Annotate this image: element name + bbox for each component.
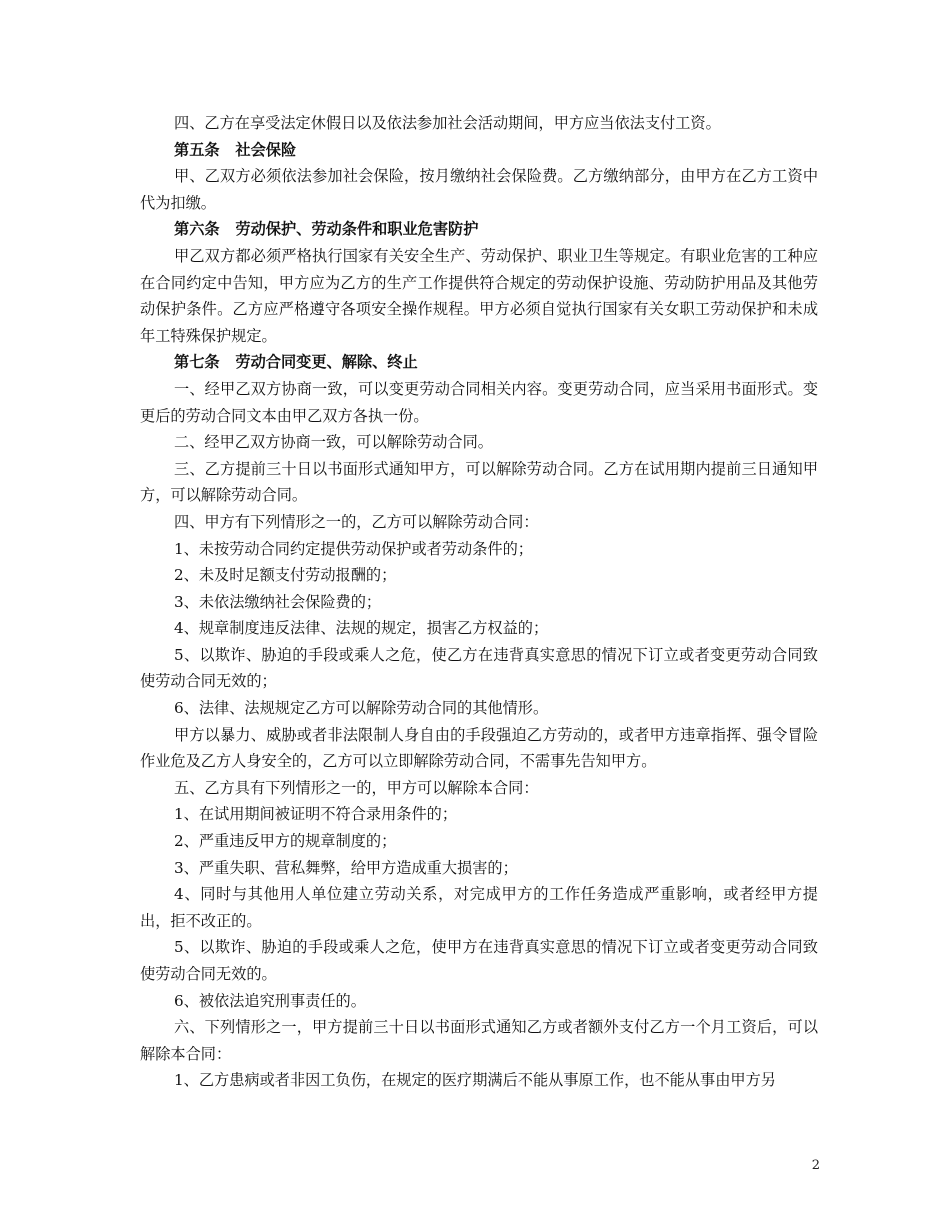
heading-article-6: 第六条 劳动保护、劳动条件和职业危害防护 xyxy=(174,220,479,239)
list-item: 5、以欺诈、胁迫的手段或乘人之危，使甲方在违背真实意思的情况下订立或者变更劳动合同致使劳动合同无效的。 xyxy=(140,938,818,983)
list-item: 6、被依法追究刑事责任的。 xyxy=(174,991,366,1010)
list-item: 4、同时与其他用人单位建立劳动关系，对完成甲方的工作任务造成严重影响，或者经甲方提出，拒不改正的。 xyxy=(140,885,818,930)
document-body xyxy=(140,110,818,1094)
list-item: 5、以欺诈、胁迫的手段或乘人之危，使乙方在违背真实意思的情况下订立或者变更劳动合同致使劳动合同无效的； xyxy=(140,645,818,691)
paragraph-notice-termination: 六、下列情形之一，甲方提前三十日以书面形式通知乙方或者额外支付乙方一个月工资后，可以解除本合同： xyxy=(140,1018,818,1063)
paragraph-contract-change: 一、经甲乙双方协商一致，可以变更劳动合同相关内容。变更劳动合同，应当采用书面形式。变更后的劳动合同文本由甲乙双方各执一份。 xyxy=(140,379,818,425)
page-number: 2 xyxy=(811,1158,820,1173)
list-item: 1、未按劳动合同约定提供劳动保护或者劳动条件的； xyxy=(174,539,533,558)
heading-article-7: 第七条 劳动合同变更、解除、终止 xyxy=(174,353,418,372)
list-item: 1、乙方患病或者非因工负伤，在规定的医疗期满后不能从事原工作，也不能从事由甲方另 xyxy=(174,1071,776,1090)
list-item: 2、未及时足额支付劳动报酬的； xyxy=(174,566,397,585)
paragraph-labor-protection: 甲乙双方都必须严格执行国家有关安全生产、劳动保护、职业卫生等规定。有职业危害的工种应在合同约定中告知，甲方应为乙方的生产工作提供符合规定的劳动保护设施、劳动防护用品及其他劳动保护条件。乙方应严格遵守各项安全操作规程。甲方必须自觉执行国家有关女职工劳动保护和未成年工特殊保护规定。 xyxy=(140,246,818,345)
paragraph-mutual-termination: 二、经甲乙双方协商一致，可以解除劳动合同。 xyxy=(174,433,493,452)
paragraph-employer-may-terminate: 五、乙方具有下列情形之一的，甲方可以解除本合同： xyxy=(174,778,539,797)
paragraph-employee-may-terminate: 四、甲方有下列情形之一的，乙方可以解除劳动合同： xyxy=(174,512,539,531)
list-item: 3、未依法缴纳社会保险费的； xyxy=(174,592,382,611)
list-item: 1、在试用期间被证明不符合录用条件的； xyxy=(174,805,458,824)
paragraph-immediate-termination: 甲方以暴力、威胁或者非法限制人身自由的手段强迫乙方劳动的，或者甲方违章指挥、强令冒险作业危及乙方人身安全的，乙方可以立即解除劳动合同，不需事先告知甲方。 xyxy=(140,725,818,771)
list-item: 3、严重失职、营私舞弊，给甲方造成重大损害的； xyxy=(174,858,518,877)
list-item: 4、规章制度违反法律、法规的规定，损害乙方权益的； xyxy=(174,619,549,638)
paragraph-employee-notice: 三、乙方提前三十日以书面形式通知甲方，可以解除劳动合同。乙方在试用期内提前三日通知甲方，可以解除劳动合同。 xyxy=(140,459,818,505)
list-item: 6、法律、法规规定乙方可以解除劳动合同的其他情形。 xyxy=(174,699,549,718)
list-item: 2、严重违反甲方的规章制度的； xyxy=(174,832,397,851)
heading-article-5: 第五条 社会保险 xyxy=(174,140,297,159)
paragraph-social-insurance: 甲、乙双方必须依法参加社会保险，按月缴纳社会保险费。乙方缴纳部分，由甲方在乙方工资中代为扣缴。 xyxy=(140,167,818,212)
paragraph-holiday-wages: 四、乙方在享受法定休假日以及依法参加社会活动期间，甲方应当依法支付工资。 xyxy=(174,114,721,132)
